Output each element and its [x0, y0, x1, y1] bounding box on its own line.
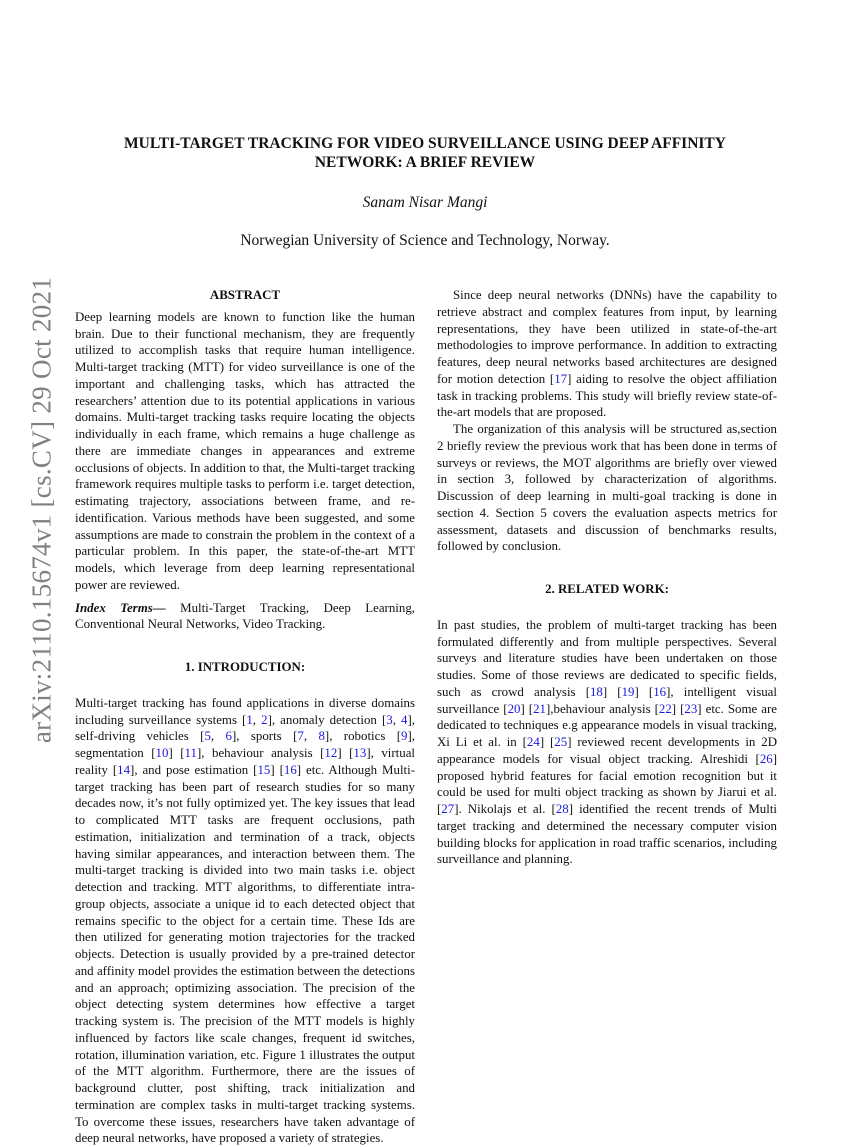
citation-link[interactable]: 14 — [117, 762, 131, 777]
citation-link[interactable]: 10 — [155, 746, 169, 760]
author-name: Sanam Nisar Mangi — [362, 194, 488, 211]
citation-link[interactable]: 22 — [658, 701, 672, 716]
citation-link[interactable]: 3 — [386, 712, 393, 727]
index-terms — [75, 600, 415, 634]
introduction-paragraph-2: Since deep neural networks (DNNs) have the capability to retrieve abstract and complex features from input, by learning representations, they have been utilized in state-of-the-art methodologies to improve performance. In addition to extracting features, deep neural networks based architectures are designed for motion detection [17] aiding to resolve the object affiliation task in tracking problems. This study will briefly review state-of-the-art models that are proposed. — [437, 288, 777, 420]
citation-link[interactable]: 23 — [684, 701, 698, 716]
index-terms-text: Multi-Target Tracking, Deep Learning, Conventional Neural Networks, Video Tracking. — [75, 600, 415, 632]
citation-link[interactable]: 17 — [554, 371, 568, 386]
citation-link[interactable]: 15 — [257, 762, 271, 777]
citation-link[interactable]: 24 — [526, 735, 540, 749]
citation-link[interactable]: 16 — [283, 762, 297, 777]
citation-link[interactable]: 21 — [533, 701, 546, 716]
citation-link[interactable]: 27 — [441, 802, 455, 816]
introduction-paragraph-1: Multi-target tracking has found applications in diverse domains including surveillance systems [1, 2], anomaly detection [3, 4], self-driving vehicles [5, 6], sports [7, 8], robotics [9], segmentation [10] [11], behaviour analysis [12] [13], virtual reality [14], and pose estimation [15] [16] etc. Although Multi-target tracking has been part of research studies for so many decades now, it’s not fully optimized yet. The key issues that lead to complicated MTT tasks are frequent occlusions, path estimation, initialization and termination of a track, objects having similar appearances, and interaction between them. The multi-target tracking is divided into two main tasks i.e. object detection and tracking. MTT algorithms, to differentiate intra-group objects, associate a unique id to each detected object that remains specific to the object for a certain time. These Ids are then utilized for generating motion trajectories for the tracked objects. Detection is usually provided by a pre-trained detector and affinity model provides the estimation between the detections and an approach; optimizing association. The precision of the object detecting system determines how effective a target tracking system is. The precision of the MTT models is highly influenced by factors like scale changes, frequent id switches, rotation, illumination variation, etc. Figure 1 illustrates the output of the MTT algorithm. Furthermore, there are the issues of background clutter, post shifting, track initialization and termination are complex tasks in multi-target tracking systems. To overcome these issues, researchers have taken advantage of deep neural networks, have proposed a variety of strategies. — [75, 695, 415, 1146]
citation-link[interactable]: 25 — [554, 735, 568, 749]
citation-link[interactable]: 28 — [555, 802, 569, 816]
citation-link[interactable]: 26 — [759, 751, 773, 766]
citation-link[interactable]: 16 — [653, 684, 667, 699]
citation-link[interactable]: 4 — [401, 712, 408, 727]
author-affiliation: Norwegian University of Science and Technology, Norway. — [240, 232, 610, 249]
citation-link[interactable]: 13 — [353, 746, 367, 760]
citation-link[interactable]: 9 — [401, 729, 408, 744]
citation-link[interactable]: 18 — [589, 684, 603, 699]
citation-link[interactable]: 2 — [261, 712, 268, 727]
index-terms-label: Index Terms— — [75, 600, 166, 615]
abstract-text: Deep learning models are known to function like the human brain. Due to their functional mechanism, they are frequently utilized to accomplish tasks that require human intelligence. Multi-target tracking (MTT) for video surveillance is one of the important and challenging tasks, which has attracted the researchers’ attention due to its potential applications in various domains. Multi-target tracking tasks require locating the objects individually in each frame, which remains a huge challenge as there are immediate changes in appearances and extreme occlusions of objects. In addition to that, the Multi-target tracking framework requires multiple tasks to perform i.e. target detection, estimating trajectory, associations between frame, and re-identification. Various methods have been suggested, and some assumptions are made to constrain the problem in the context of a particular problem. In this paper, the state-of-the-art MTT models, which leverage from deep learning representational power are reviewed. — [75, 309, 415, 592]
citation-link[interactable]: 19 — [621, 684, 635, 699]
citation-link[interactable]: 11 — [184, 746, 197, 760]
arxiv-identifier-stamp — [22, 276, 62, 744]
paper-title: MULTI-TARGET TRACKING FOR VIDEO SURVEILLANCE USING DEEP AFFINITY NETWORK: A BRIEF REVIEW — [124, 135, 726, 171]
left-column — [75, 287, 415, 1147]
citation-link[interactable]: 6 — [225, 729, 232, 744]
abstract-heading: ABSTRACT — [209, 288, 281, 302]
citation-link[interactable]: 5 — [204, 729, 211, 744]
introduction-paragraph-3: The organization of this analysis will be structured as,section 2 briefly review the previous work that has been done in terms of surveys or reviews, the MOT algorithms are briefly over viewed in section 3, followed by characterization of algorithms. Discussion of deep learning in multi-goal tracking is done in section 4. Section 5 covers the evaluation aspects metrics for assessment, datasets and discussion of benchmarks results, followed by conclusion. — [437, 422, 777, 554]
arxiv-identifier-text: arXiv:2110.15674v1 [cs.CV] 29 Oct 2021 — [26, 276, 57, 744]
related-work-heading: 2. RELATED WORK: — [545, 582, 669, 596]
citation-link[interactable]: 7 — [297, 729, 304, 744]
citation-link[interactable]: 12 — [324, 746, 338, 760]
related-work-paragraph-1: In past studies, the problem of multi-target tracking has been formulated differently and from multiple perspectives. Several surveys and literature studies have been undertaken on those studies. Some of those reviews are dedicated to specific fields, such as crowd analysis [18] [19] [16], intelligent visual surveillance [20] [21],behaviour analysis [22] [23] etc. Some are dedicated to techniques e.g appearance models in visual tracking, Xi Li et al. in [24] [25] reviewed recent developments in 2D appearance models for visual object tracking. Alreshidi [26] proposed hybrid features for facial emotion recognition but it could be used for multi object tracking as shown by Jiarui et al. [27]. Nikolajs et al. [28] identified the recent trends of Multi target tracking and determined the necessary computer vision building blocks for application in road traffic scenarios, including surveillance and planning. — [437, 617, 778, 867]
citation-link[interactable]: 1 — [246, 712, 253, 727]
citation-link[interactable]: 20 — [507, 701, 521, 716]
citation-link[interactable]: 8 — [318, 729, 325, 744]
introduction-heading: 1. INTRODUCTION: — [184, 660, 306, 674]
right-column — [437, 287, 777, 868]
